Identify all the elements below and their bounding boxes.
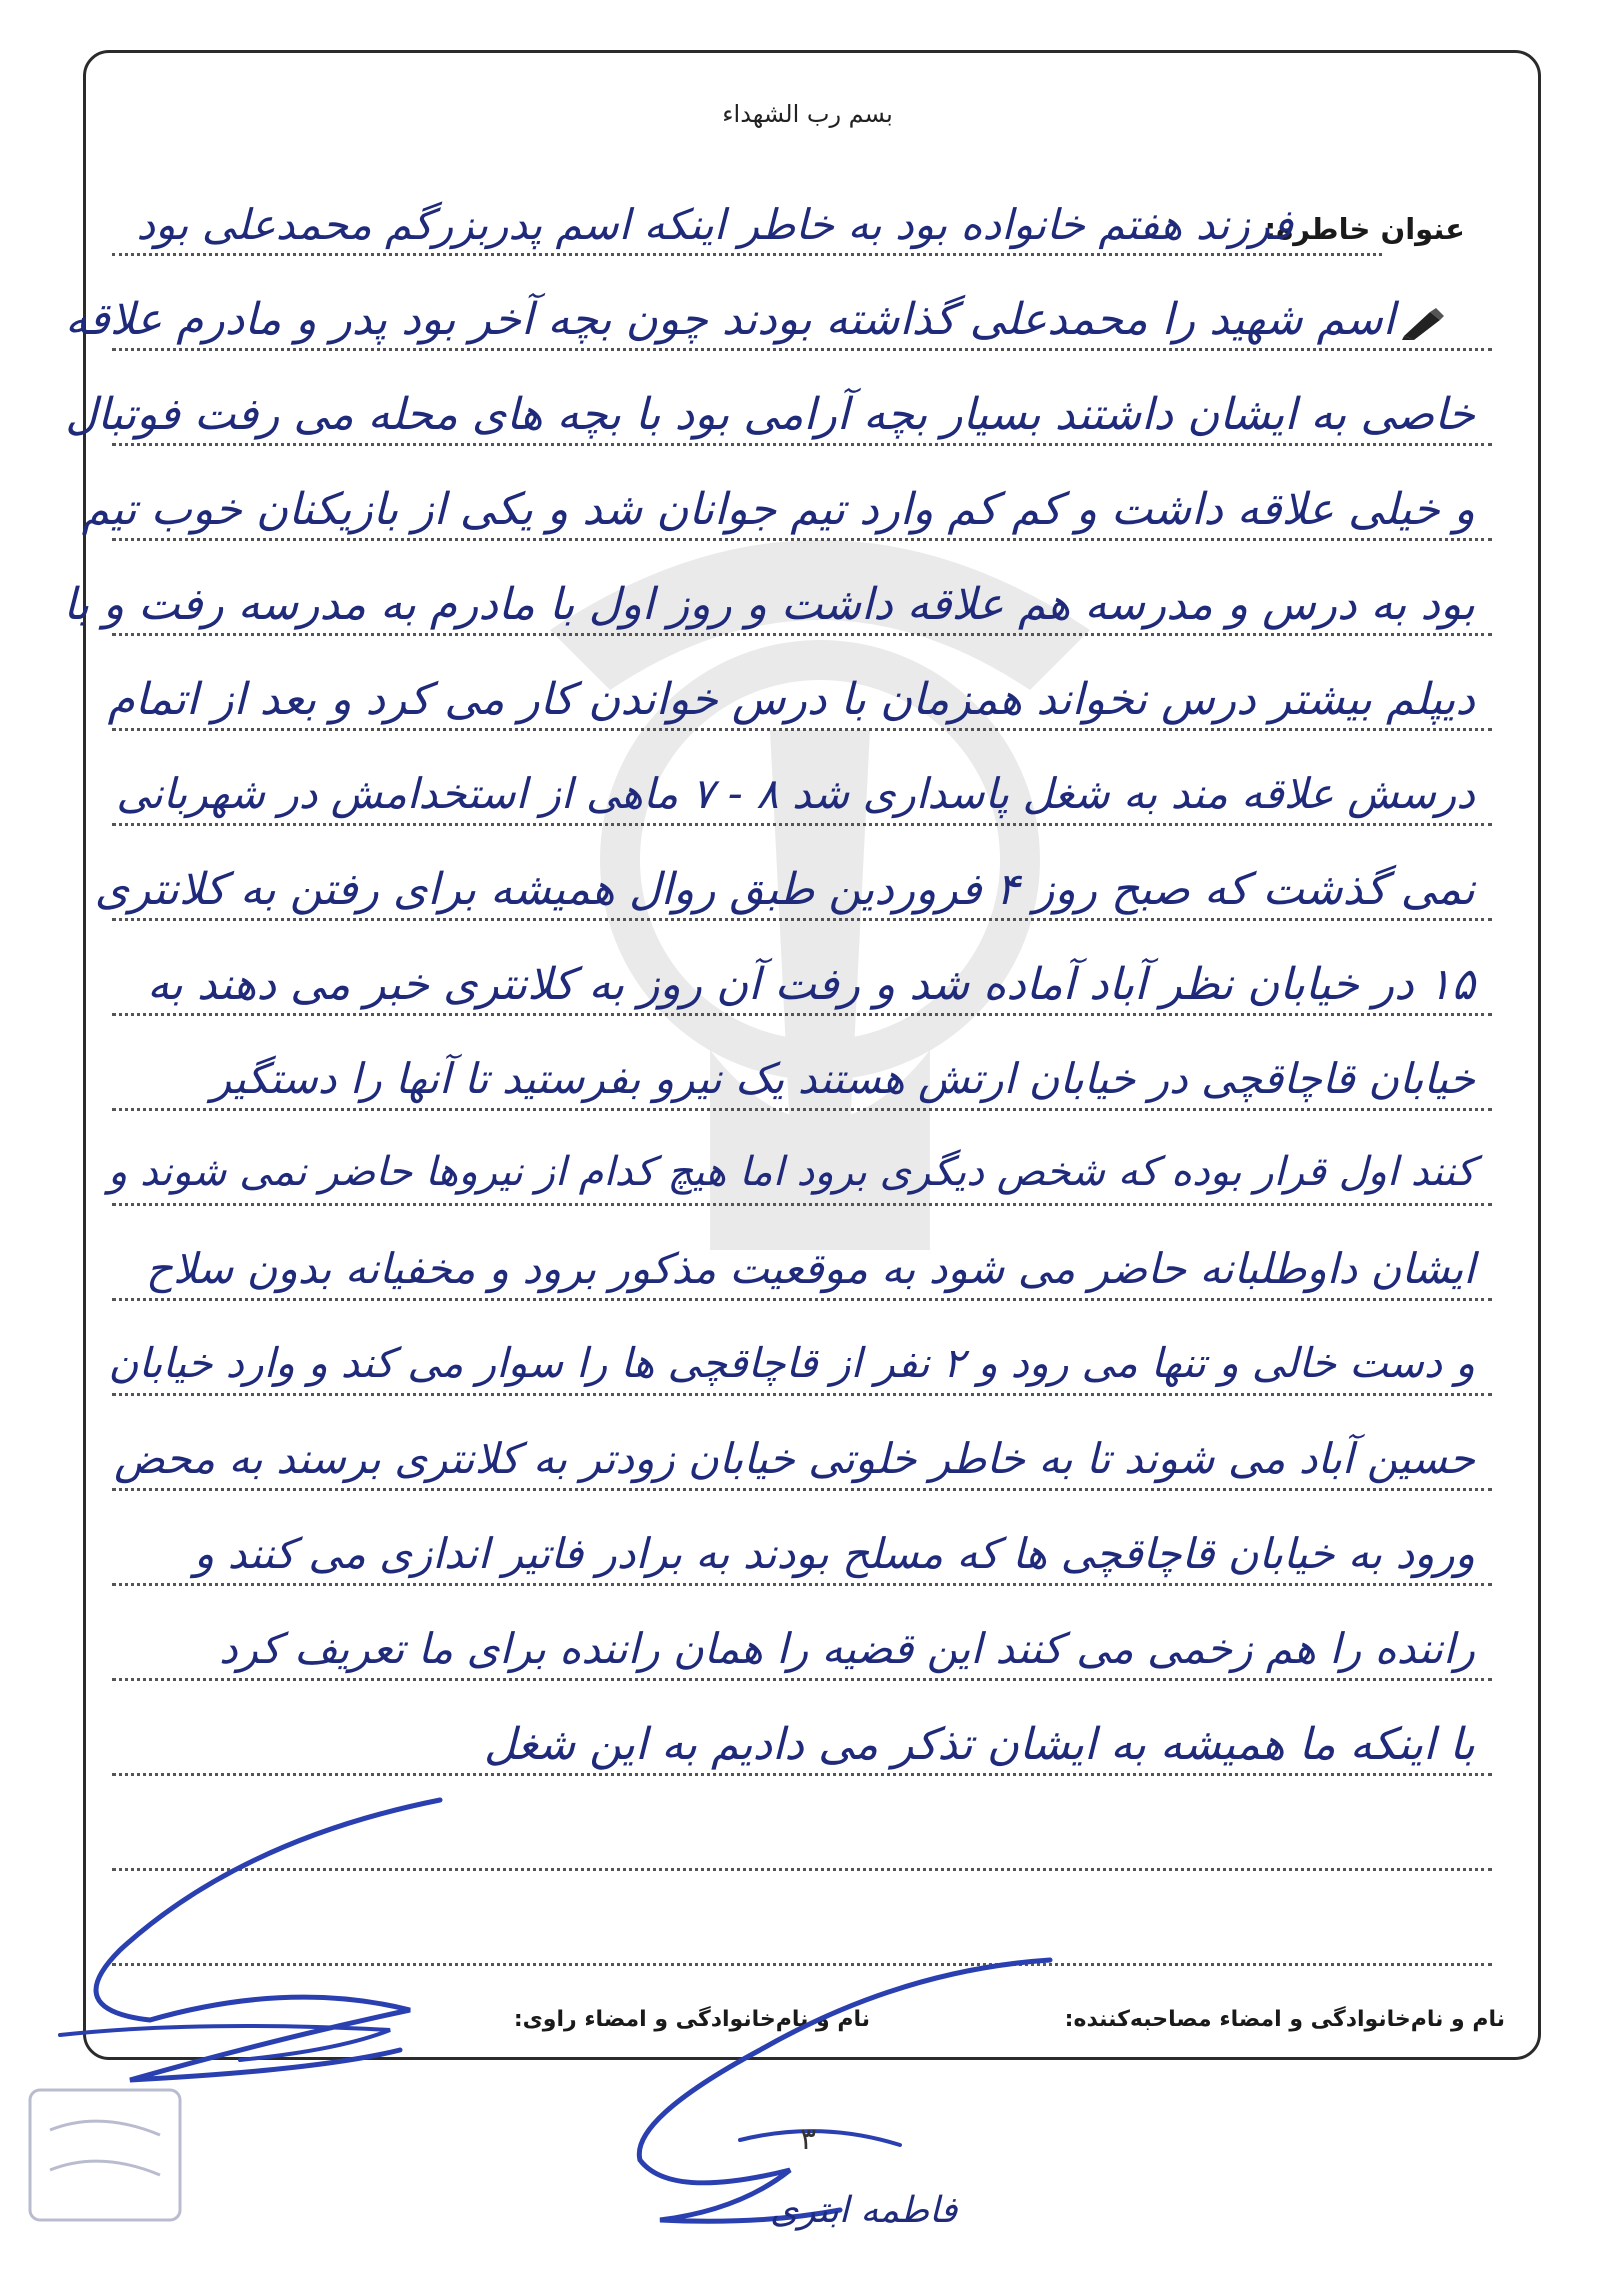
ruled-line — [112, 348, 1492, 351]
memo-line: بود به درس و مدرسه هم علاقه داشت و روز اول با مادرم به مدرسه رفت و با — [63, 579, 1475, 630]
ruled-line — [112, 443, 1492, 446]
memo-line: با اینکه ما همیشه به ایشان تذکر می دادیم به این شغل — [483, 1719, 1475, 1770]
ruled-line — [112, 253, 1382, 256]
memo-line: دیپلم بیشتر درس نخواند همزمان با درس خواندن کار می کرد و بعد از اتمام — [107, 674, 1475, 725]
ruled-line — [112, 1393, 1492, 1396]
page-header: بسم رب الشهداء — [722, 100, 893, 128]
narrator-signature-label: نام و نام‌خانوادگی و امضاء راوی: — [513, 2007, 870, 2032]
memo-line: اسم شهید را محمدعلی گذاشته بودند چون بچه آخر بود پدر و مادرم علاقه — [65, 294, 1395, 345]
interviewer-signature-scribble — [600, 1940, 1160, 2230]
ruled-line — [112, 1013, 1492, 1016]
memo-title-label: عنوان خاطره: — [1264, 212, 1465, 246]
ruled-line — [112, 1488, 1492, 1491]
memo-line: نمی گذشت که صبح روز ۴ فروردین طبق روال همیشه برای رفتن به کلانتری — [94, 864, 1475, 915]
interviewer-signature-label: نام و نام‌خانوادگی و امضاء مصاحبه‌کننده: — [1064, 2007, 1505, 2032]
ruled-line — [112, 728, 1492, 731]
memo-line: کنند اول قرار بوده که شخص دیگری برود اما هیچ کدام از نیروها حاضر نمی شوند و — [108, 1149, 1475, 1195]
memo-line: ورود به خیابان قاچاقچی ها که مسلح بودند به برادر فاتیر اندازی می کنند و — [193, 1529, 1475, 1578]
ruled-line — [112, 1108, 1492, 1111]
memo-line: ۱۵ در خیابان نظر آباد آماده شد و رفت آن روز به کلانتری خبر می دهند به — [147, 959, 1475, 1010]
ruled-line — [112, 538, 1492, 541]
memo-line: راننده را هم زخمی می کنند این قضیه را همان راننده برای ما تعریف کرد — [218, 1624, 1475, 1673]
memo-line: و خیلی علاقه داشت و کم کم وارد تیم جوانان شد و یکی از بازیکنان خوب تیم — [81, 484, 1475, 535]
memo-line: فرزند هفتم خانواده بود به خاطر اینکه اسم پدربزرگم محمدعلی بود — [136, 200, 1293, 249]
ruled-line — [112, 633, 1492, 636]
ruled-line — [112, 1583, 1492, 1586]
pen-icon — [1400, 306, 1450, 342]
ruled-line — [112, 823, 1492, 826]
handwritten-signature-name: فاطمه ابتری — [770, 2190, 958, 2231]
memo-line: حسین آباد می شوند تا به خاطر خلوتی خیابان زودتر به کلانتری برسند به محض — [114, 1434, 1475, 1483]
page-number: ۳ — [800, 2122, 817, 2157]
memo-line: و دست خالی و تنها می رود و ۲ نفر از قاچاقچی ها را سوار می کند و وارد خیابان — [108, 1339, 1475, 1387]
memo-line: خاصی به ایشان داشتند بسیار بچه آرامی بود با بچه های محله می رفت فوتبال — [65, 389, 1475, 440]
ruled-line — [112, 1203, 1492, 1206]
faint-stamp — [20, 2080, 190, 2230]
ruled-line — [112, 918, 1492, 921]
memo-line: خیابان قاچاقچی در خیابان ارتش هستند یک نیرو بفرستید تا آنها را دستگیر — [210, 1054, 1475, 1103]
memo-line: ایشان داوطلبانه حاضر می شود به موقعیت مذکور برود و مخفیانه بدون سلاح — [145, 1244, 1475, 1293]
memo-line: درسش علاقه مند به شغل پاسداری شد ۸ - ۷ ماهی از استخدامش در شهربانی — [116, 769, 1475, 818]
narrator-signature-scribble — [40, 1780, 600, 2110]
ruled-line — [112, 1678, 1492, 1681]
ruled-line — [112, 1773, 1492, 1776]
ruled-line — [112, 1298, 1492, 1301]
